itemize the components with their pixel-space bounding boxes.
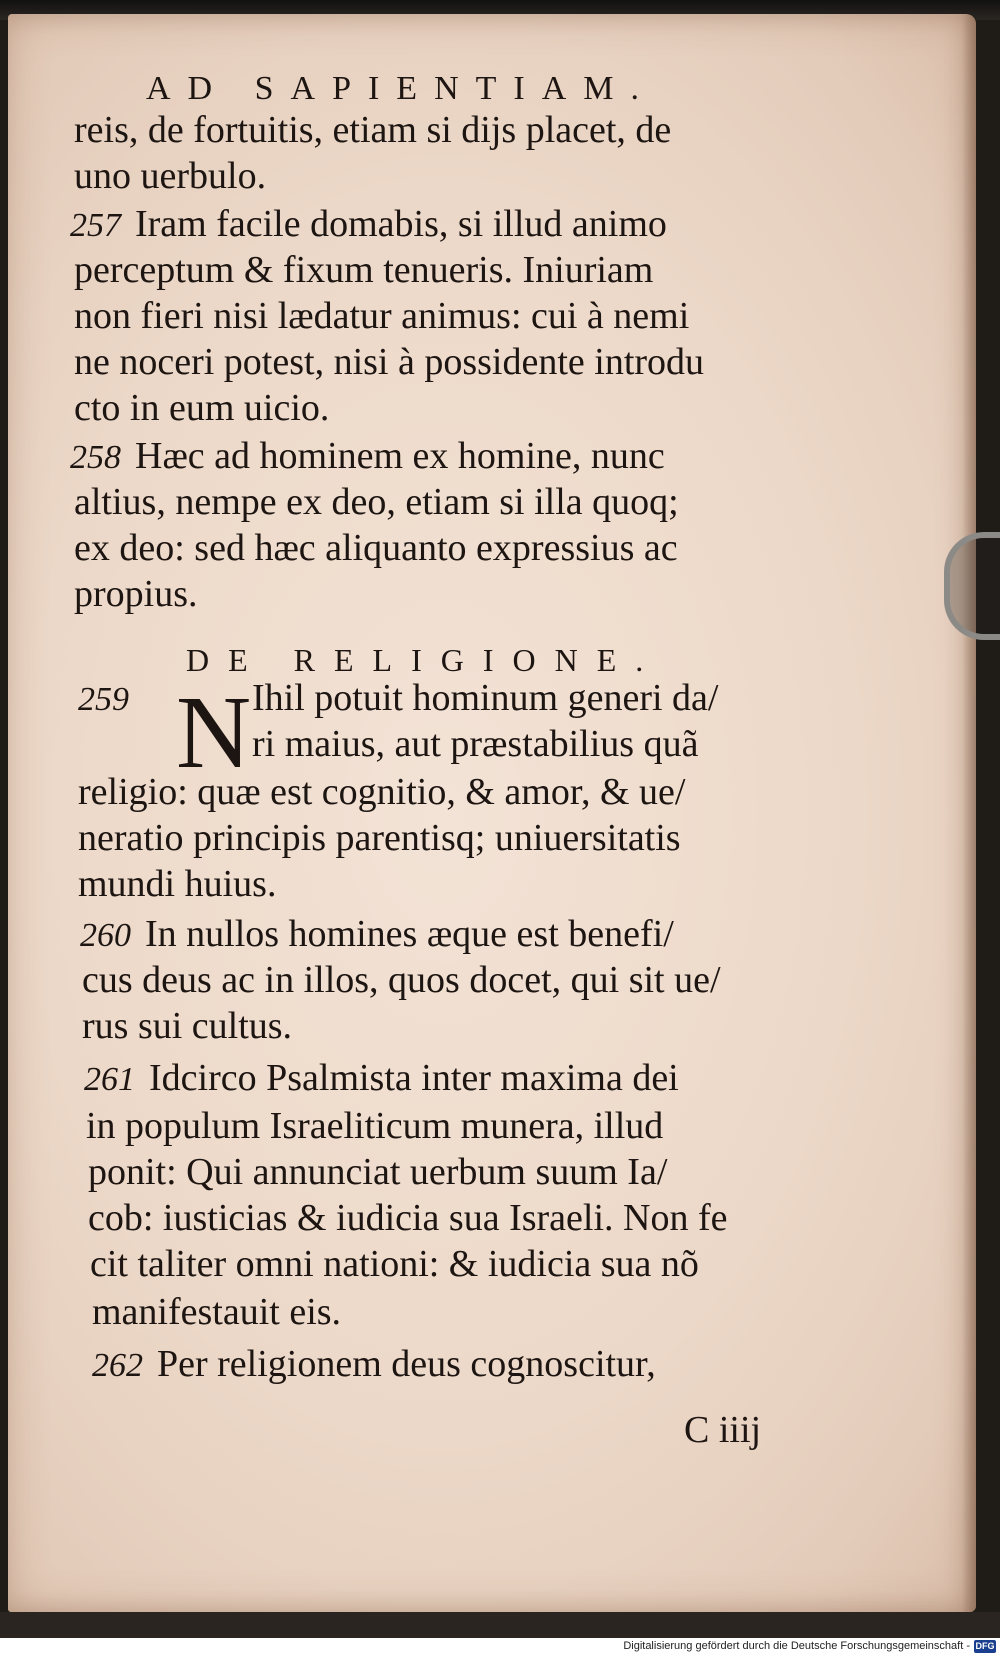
text-line (74, 572, 198, 616)
line-text: non fieri nisi lædatur animus: cui à nemi (74, 295, 690, 337)
text-line (70, 434, 665, 478)
text-line (78, 862, 276, 906)
drop-cap: N (176, 675, 252, 790)
line-text: ri maius, aut præstabilius quã (252, 723, 699, 765)
line-text: neratio principis parentisq; uniuersitatis (78, 817, 681, 859)
text-line (88, 1150, 667, 1194)
text-line (92, 1342, 656, 1386)
line-text: reis, de fortuitis, etiam si dijs placet, de (74, 109, 672, 151)
aphorism-number: 259 (78, 681, 129, 718)
aphorism-number: 261 (84, 1061, 135, 1098)
text-line (74, 526, 678, 570)
line-text: manifestauit eis. (92, 1291, 342, 1333)
text-line (78, 816, 681, 860)
line-text: uno uerbulo. (74, 155, 267, 197)
text-line (74, 108, 671, 152)
footer-credit: Digitalisierung gefördert durch die Deutsche Forschungsgemeinschaft - (623, 1640, 970, 1652)
line-text: cit taliter omni nationi: & iudicia sua nõ (90, 1243, 699, 1285)
line-text: ex deo: sed hæc aliquanto expressius ac (74, 527, 678, 569)
line-text: cus deus ac in illos, quos docet, qui sit ue/ (82, 959, 721, 1001)
page-edge-shadow (962, 14, 976, 1612)
text-line (74, 294, 689, 338)
line-text: Idcirco Psalmista inter maxima dei (149, 1057, 679, 1099)
text-line (252, 722, 698, 766)
section-heading: DE RELIGIONE. (186, 642, 663, 678)
text-line (84, 1056, 679, 1100)
text-line (74, 386, 329, 430)
line-text: perceptum & fixum tenueris. Iniuriam (74, 249, 654, 291)
text-line (92, 1290, 341, 1334)
line-text: ne noceri potest, nisi à possidente introdu (74, 341, 705, 383)
aphorism-number: 260 (80, 917, 131, 954)
text-line (88, 1196, 728, 1240)
line-text: in populum Israeliticum munera, illud (86, 1105, 664, 1147)
line-text: propius. (74, 573, 198, 615)
text-line (78, 676, 143, 720)
text-line (74, 480, 679, 524)
line-text: ponit: Qui annunciat uerbum suum Ia/ (88, 1151, 668, 1193)
aphorism-number: 258 (70, 439, 121, 476)
line-text: Per religionem deus cognoscitur, (157, 1343, 656, 1385)
text-line (82, 958, 721, 1002)
text-line (74, 248, 653, 292)
text-line (90, 1242, 699, 1286)
line-text: altius, nempe ex deo, etiam si illa quoq; (74, 481, 679, 523)
dfg-logo-icon: DFG (975, 1641, 995, 1651)
line-text: Ihil potuit hominum generi da/ (252, 677, 719, 719)
aphorism-number: 262 (92, 1347, 143, 1384)
line-text: rus sui cultus. (82, 1005, 293, 1047)
line-text: cob: iusticias & iudicia sua Israeli. Non fe (88, 1197, 728, 1239)
line-text: Hæc ad hominem ex homine, nunc (135, 435, 665, 477)
line-text: Iram facile domabis, si illud animo (135, 203, 667, 245)
signature-mark: C iiij (684, 1409, 762, 1451)
book-clasp (944, 532, 1000, 640)
line-text: In nullos homines æque est benefi/ (145, 913, 674, 955)
line-text: cto in eum uicio. (74, 387, 330, 429)
text-line (74, 154, 266, 198)
book-bottom-edge (0, 1612, 1000, 1640)
text-line (86, 1104, 663, 1148)
text-line (80, 912, 674, 956)
line-text: religio: quæ est cognitio, & amor, & ue/ (78, 771, 686, 813)
text-line (74, 340, 704, 384)
text-line (70, 202, 667, 246)
text-line (78, 770, 685, 814)
running-head: AD SAPIENTIAM. (146, 70, 656, 107)
text-line (252, 676, 718, 720)
aphorism-number: 257 (70, 207, 121, 244)
text-line (82, 1004, 292, 1048)
line-text: mundi huius. (78, 863, 277, 905)
